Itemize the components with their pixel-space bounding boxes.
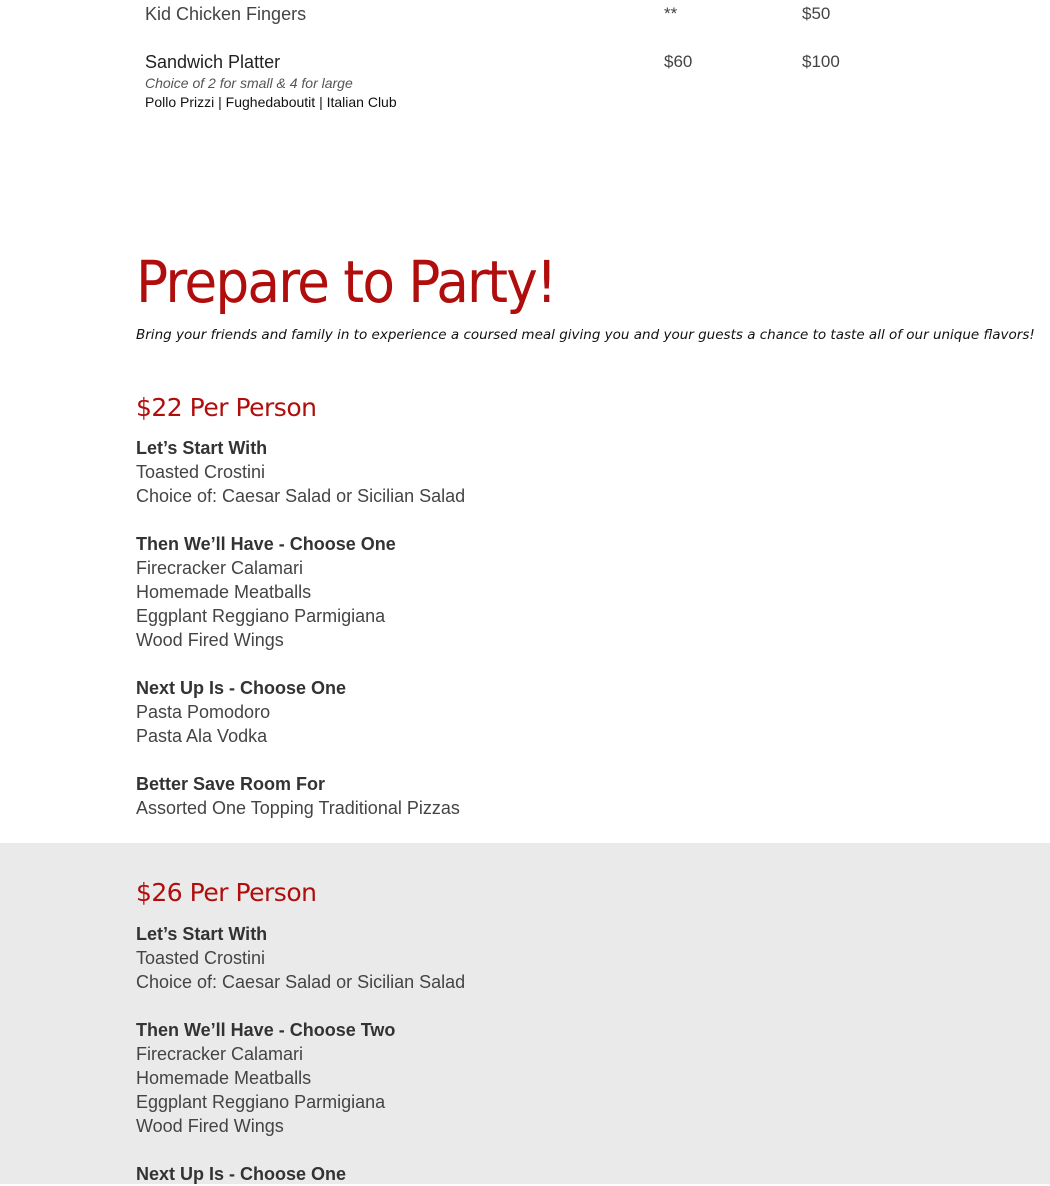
menu-item-options: Pollo Prizzi | Fughedaboutit | Italian Club [145, 94, 397, 110]
course-item: Assorted One Topping Traditional Pizzas [136, 798, 460, 818]
course-heading: Then We’ll Have - Choose One [136, 534, 396, 554]
package-title: $22 Per Person [136, 393, 317, 422]
course-item: Firecracker Calamari [136, 1044, 304, 1064]
course-item: Choice of: Caesar Salad or Sicilian Salad [136, 972, 466, 992]
package-title: $26 Per Person [136, 878, 317, 907]
course-heading: Next Up Is - Choose One [136, 1164, 347, 1184]
course-item: Eggplant Reggiano Parmigiana [136, 1092, 386, 1112]
menu-item-small-price: $60 [664, 52, 693, 71]
course-item: Homemade Meatballs [136, 582, 312, 602]
course-item: Pasta Ala Vodka [136, 726, 268, 746]
menu-item-note: Choice of 2 for small & 4 for large [145, 75, 353, 91]
course-heading: Let’s Start With [136, 438, 268, 458]
menu-item-name: Sandwich Platter [145, 52, 281, 72]
menu-item-small-price: ** [664, 4, 678, 23]
course-item: Homemade Meatballs [136, 1068, 312, 1088]
course-item: Toasted Crostini [136, 948, 266, 968]
menu-item-large-price: $50 [802, 4, 831, 23]
course-item: Wood Fired Wings [136, 1116, 284, 1136]
package-menu [136, 436, 836, 820]
package-menu [136, 922, 836, 1186]
course-heading: Next Up Is - Choose One [136, 678, 347, 698]
page-title: Prepare to Party! [136, 248, 556, 316]
menu-item-name: Kid Chicken Fingers [145, 4, 307, 24]
course-item: Firecracker Calamari [136, 558, 304, 578]
course-item: Eggplant Reggiano Parmigiana [136, 606, 386, 626]
course-item: Pasta Pomodoro [136, 702, 271, 722]
course-item: Wood Fired Wings [136, 630, 284, 650]
page-subtitle: Bring your friends and family in to experience a coursed meal giving you and your guests a chance to taste all of our unique flavors! [136, 327, 1035, 343]
menu-item-large-price: $100 [802, 52, 840, 71]
course-heading: Then We’ll Have - Choose Two [136, 1020, 396, 1040]
course-item: Choice of: Caesar Salad or Sicilian Salad [136, 486, 466, 506]
course-heading: Better Save Room For [136, 774, 326, 794]
course-item: Toasted Crostini [136, 462, 266, 482]
course-heading: Let’s Start With [136, 924, 268, 944]
